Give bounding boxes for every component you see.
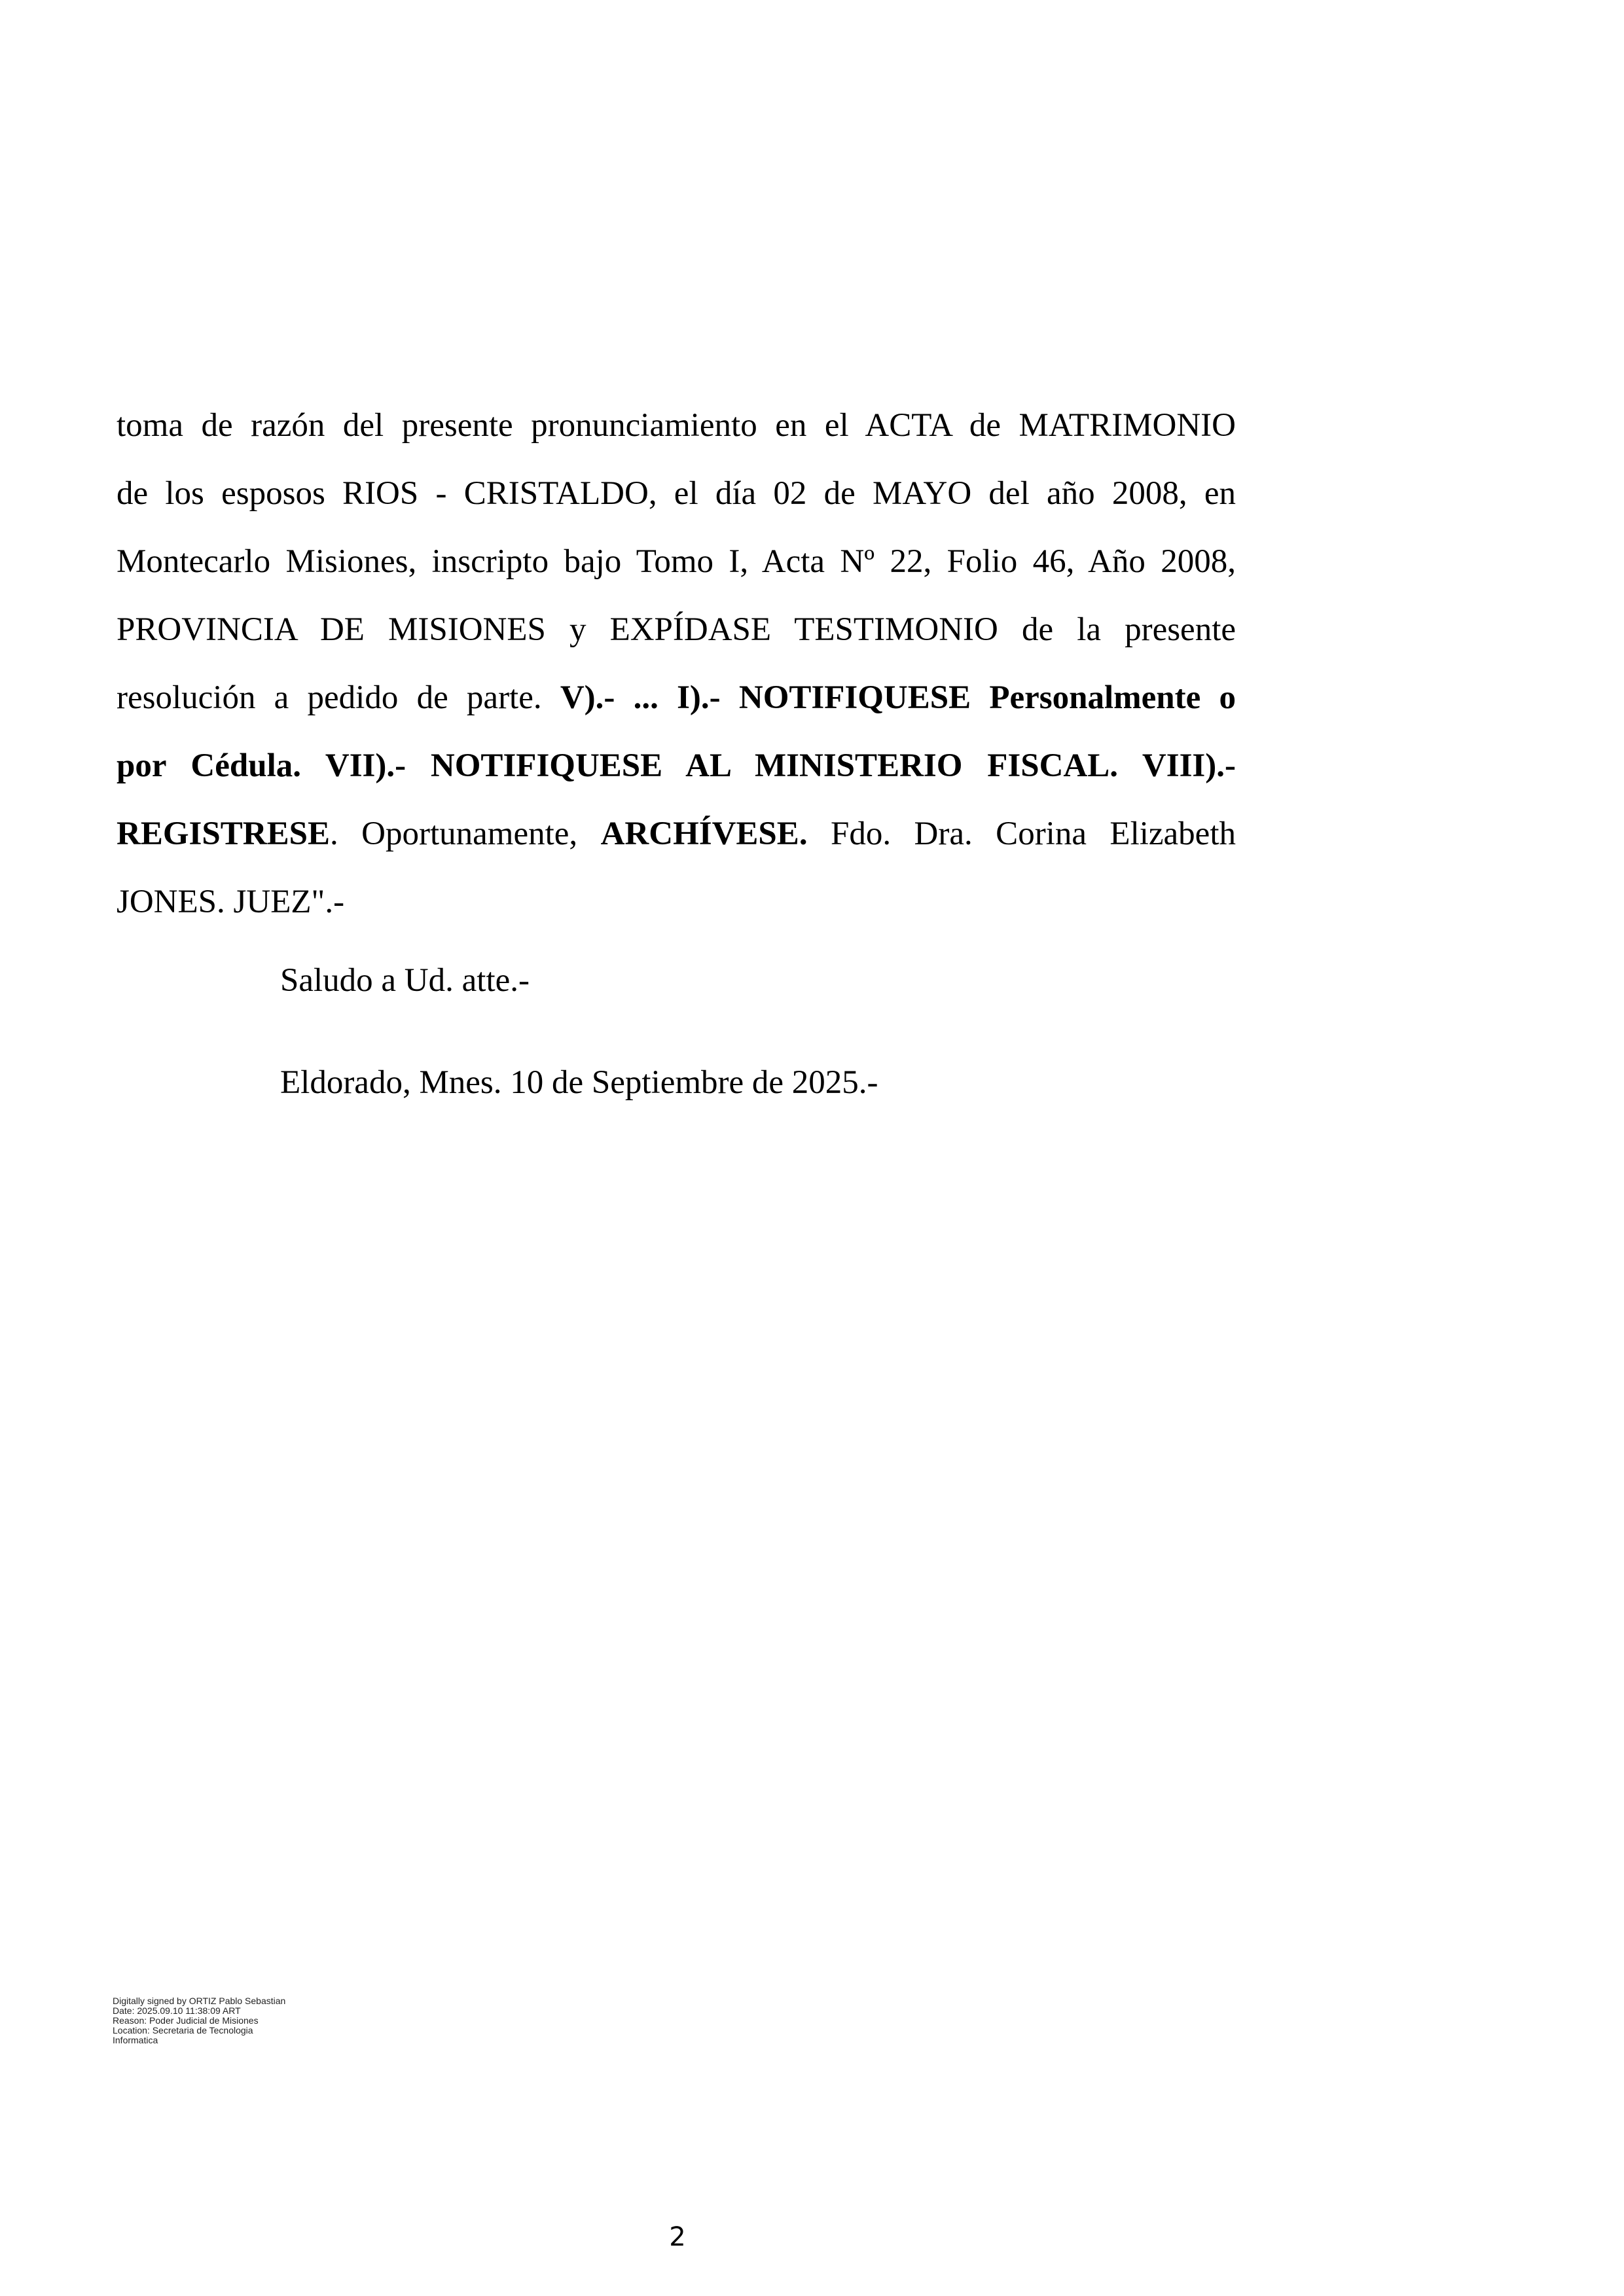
text-line-3: Montecarlo Misiones, inscripto bajo Tomo I, Acta Nº 22, Folio 46, Año 2008, [117, 543, 1236, 580]
signature-date: Date: 2025.09.10 11:38:09 ART [113, 2005, 241, 2016]
text-line-2: de los esposos RIOS - CRISTALDO, el día 02 de MAYO del año 2008, en [117, 475, 1236, 512]
signatory-text: Fdo. Dra. Corina Elizabeth [807, 816, 1236, 852]
text-line-8: JONES. JUEZ".- [117, 884, 345, 920]
place-and-date: Eldorado, Mnes. 10 de Septiembre de 2025.- [280, 1064, 878, 1101]
registrese-bold: REGISTRESE [117, 816, 330, 852]
signature-location-cont: Informatica [113, 2035, 158, 2045]
text-line-7-plain: . Oportunamente, [329, 816, 601, 852]
archivese-bold: ARCHÍVESE. [600, 816, 808, 852]
signature-reason: Reason: Poder Judicial de Misiones [113, 2015, 259, 2026]
text-line-5-bold: V).- ... I).- NOTIFIQUESE Personalmente o [560, 679, 1236, 716]
text-line-6: por Cédula. VII).- NOTIFIQUESE AL MINISTERIO FISCAL. VIII).- [117, 747, 1236, 784]
text-line-5 [117, 664, 1236, 732]
page-number: 2 [669, 2222, 686, 2252]
text-line-5-plain: resolución a pedido de parte. [117, 679, 560, 716]
signature-signed-by: Digitally signed by ORTIZ Pablo Sebastian [113, 1996, 286, 2006]
resolution-text [117, 391, 1236, 936]
text-line-4: PROVINCIA DE MISIONES y EXPÍDASE TESTIMONIO de la presente [117, 611, 1236, 648]
signature-location: Location: Secretaria de Tecnologia [113, 2025, 253, 2036]
text-line-7 [117, 800, 1236, 868]
text-line-1: toma de razón del presente pronunciamiento en el ACTA de MATRIMONIO [117, 407, 1236, 444]
closing-greeting: Saludo a Ud. atte.- [280, 962, 530, 999]
digital-signature-block [113, 1996, 285, 2045]
